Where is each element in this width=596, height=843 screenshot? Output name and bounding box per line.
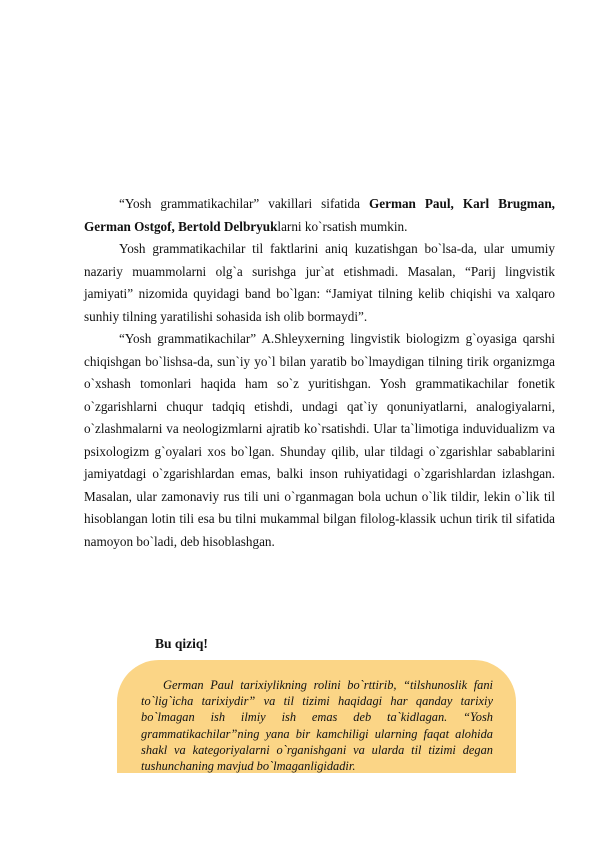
callout-box bbox=[117, 660, 516, 773]
paragraph-1-intro: “Yosh grammatikachilar” vakillari sifatida bbox=[119, 196, 369, 211]
paragraph-2: Yosh grammatikachilar til faktlarini aniq kuzatishgan bo`lsa-da, ular umumiy nazariy muammolarni olg`a surishga jur`at etishmadi. Masalan, “Parij lingvistik jamiyati” nizomida quyidagi band bo`lgan: “Jamiyat tilning kelib chiqishi va xalqaro sunhiy tilning yaratilishi sohasida ish olib bormaydi”. bbox=[84, 241, 555, 324]
paragraph-1-names: German Paul, Karl Brugman, German Ostgof, Bertold Delbryuk bbox=[84, 196, 555, 234]
section-heading: Bu qiziq! bbox=[155, 636, 208, 651]
callout-text: German Paul tarixiylikning rolini bo`rttirib, “tilshunoslik fani to`lig`icha tarixiydir” va til tizimi haqidagi har qanday tarixiy bo`lmagan ish ilmiy ish emas deb ta`kidlagan. “Yosh grammatikachilar”ning yana bir kamchiligi ularning faqat alohida shakl va kategoriyalarni o`rganishgani va ularda til tizimi degan tushunchaning mavjud bo`lmaganligidadir. bbox=[141, 678, 493, 773]
paragraph-3: “Yosh grammatikachilar” A.Shleyxerning lingvistik biologizm g`oyasiga qarshi chiqishgan bo`lishsa-da, sun`iy yo`l bilan yaratib bo`lmaydigan tilning tirik organizmga o`xshash tomonlari haqida ham so`z yuritishgan. Yosh grammatikachilar fonetik o`zgarishlarni chuqur tadqiq etishdi, undagi qat`iy qonuniyatlarni, analogiyalarni, o`zlashmalarni va neologizmlarni ajratib ko`rsatishdi. Ular ta`limotiga induvidualizm va psixologizm g`oyalari xos bo`lgan. Shunday qilib, ular tildagi o`zgarishlar sabablarini jamiyatdagi o`zgarishlardan emas, balki inson ruhiyatidagi o`zgarishlardan izlashgan. Masalan, ular zamonaviy rus tili uni o`rganmagan bola uchun o`lik tildir, lekin o`lik til hisoblangan lotin tili esa bu tilni mukammal bilgan filolog-klassik uchun tirik til sifatida namoyon bo`ladi, deb hisoblashgan. bbox=[84, 331, 555, 549]
paragraph-1 bbox=[84, 193, 555, 238]
paragraph-1-end: larni ko`rsatish mumkin. bbox=[277, 218, 408, 234]
body-text bbox=[84, 193, 555, 553]
